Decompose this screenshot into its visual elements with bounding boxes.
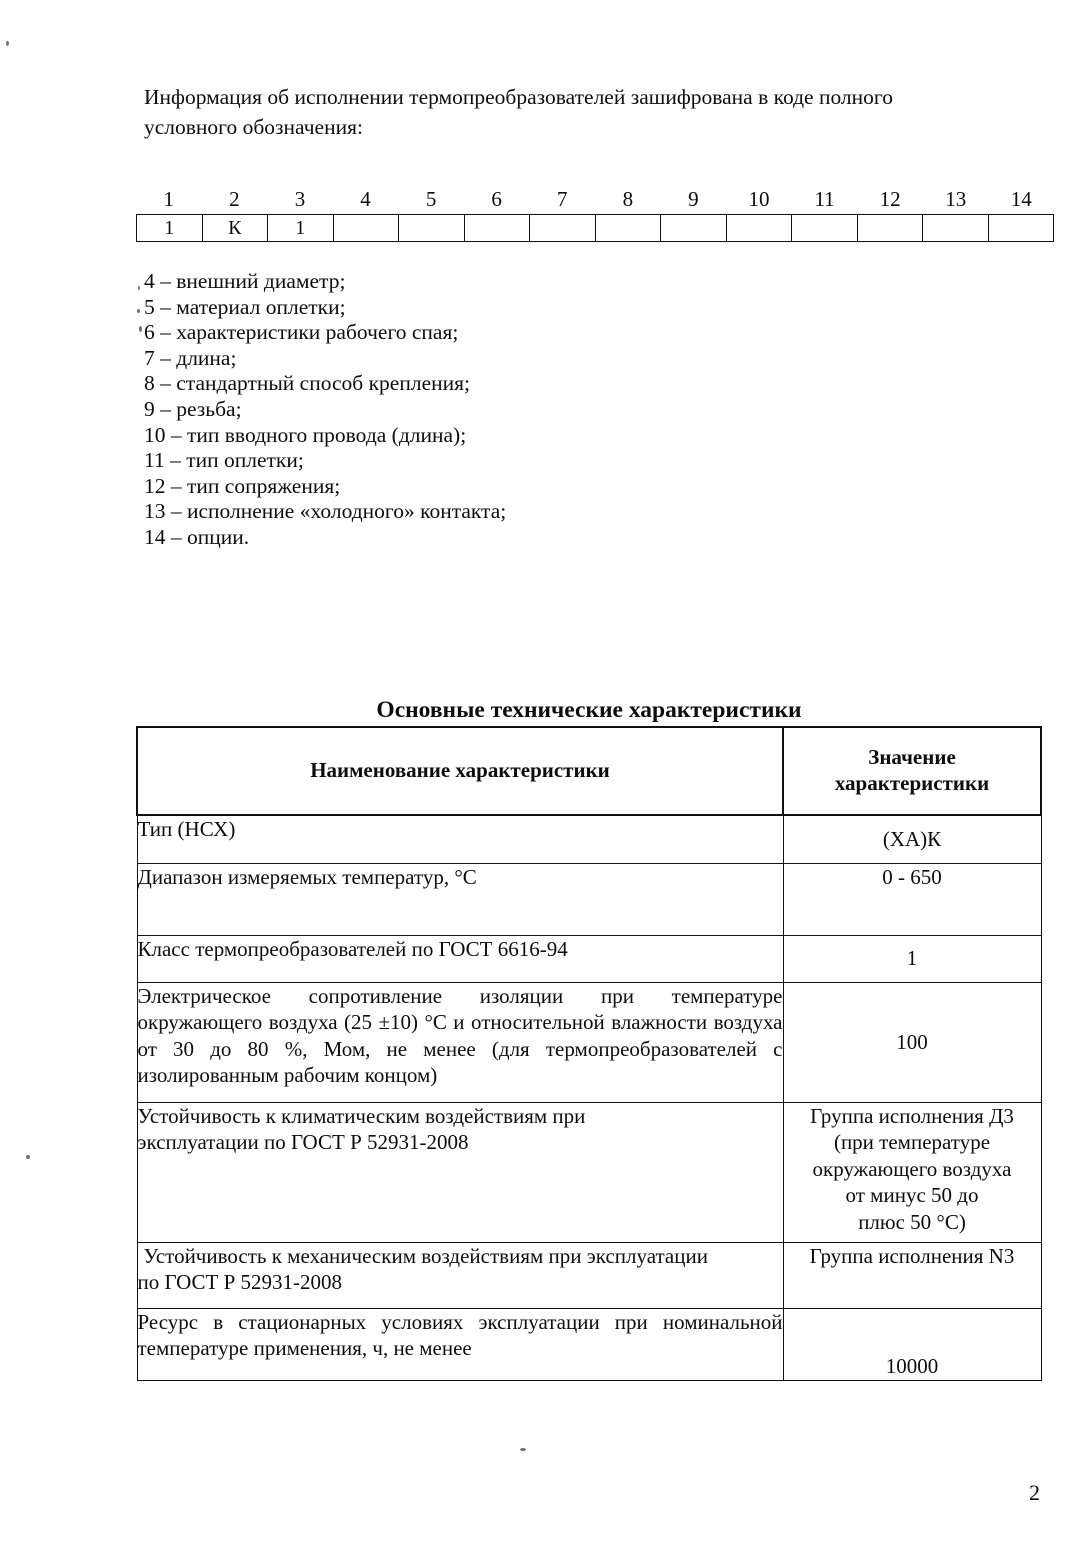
- legend-item: 6 – характеристики рабочего спая;: [144, 320, 459, 345]
- code-cell: 1: [268, 215, 334, 241]
- code-position-number: 11: [814, 187, 835, 211]
- code-position-number: 14: [1010, 187, 1032, 211]
- code-position-number: 5: [425, 187, 437, 211]
- code-cell: [465, 215, 531, 241]
- scan-artifact: [6, 41, 9, 46]
- legend-item: 8 – стандартный способ крепления;: [144, 371, 471, 396]
- legend-item: 13 – исполнение «холодного» контакта;: [144, 499, 507, 524]
- legend-item: 10 – тип вводного провода (длина);: [144, 422, 467, 447]
- code-cell: [727, 215, 793, 241]
- value-line-5: плюс 50 °C): [858, 1209, 966, 1234]
- spec-table-head: [137, 727, 1041, 815]
- name-line-2: эксплуатации по ГОСТ Р 52931-2008: [137, 1130, 469, 1154]
- code-cells-row: [136, 214, 1054, 242]
- code-cell: [530, 215, 596, 241]
- header-characteristic-name: Наименование характеристики: [137, 727, 783, 815]
- cell-characteristic-name: [137, 1242, 783, 1308]
- code-position-number: 6: [491, 187, 502, 211]
- code-cell: [399, 215, 465, 241]
- code-cell: 1: [137, 215, 203, 241]
- header-characteristic-value: [783, 727, 1041, 815]
- cell-characteristic-name: Тип (НСХ): [137, 815, 783, 863]
- intro-line-1: Информация об исполнении термопреобразователей зашифрована в коде полного: [144, 85, 893, 109]
- scan-artifact: [520, 1448, 526, 1451]
- cell-characteristic-value: (ХА)К: [783, 815, 1041, 863]
- cell-characteristic-name: Ресурс в стационарных условиях эксплуатации при номинальной температуре применения, ч, не менее: [137, 1308, 783, 1380]
- legend-item: 9 – резьба;: [144, 396, 242, 421]
- value-line-4: от минус 50 до: [845, 1183, 979, 1207]
- cell-characteristic-name: Диапазон измеряемых температур, °C: [137, 863, 783, 935]
- spec-table-body: [137, 815, 1041, 1380]
- cell-characteristic-value: 0 - 650: [783, 863, 1041, 935]
- value-line-1: Группа исполнения Д3: [810, 1103, 1014, 1128]
- cell-characteristic-value: Группа исполнения N3: [783, 1242, 1041, 1308]
- code-position-number: 9: [688, 187, 699, 211]
- scan-artifact: [139, 326, 142, 332]
- table-row: [137, 1308, 1041, 1380]
- table-header-row: [137, 727, 1041, 815]
- legend-item: 7 – длина;: [144, 345, 237, 370]
- header-value-line-2: характеристики: [834, 771, 990, 795]
- code-cell: [661, 215, 727, 241]
- cell-characteristic-value: 100: [783, 982, 1041, 1102]
- code-position-number: 1: [163, 187, 175, 211]
- intro-paragraph: [144, 82, 1054, 142]
- code-position-number: 3: [294, 187, 306, 211]
- name-line-2: по ГОСТ Р 52931-2008: [137, 1270, 343, 1294]
- table-row: [137, 815, 1041, 863]
- intro-line-2: условного обозначения:: [144, 115, 363, 139]
- code-cell: [923, 215, 989, 241]
- cell-characteristic-name: [137, 1102, 783, 1242]
- table-row: [137, 1242, 1041, 1308]
- scan-artifact: [138, 286, 140, 290]
- cell-characteristic-value: [783, 1102, 1041, 1242]
- spec-table-title: Основные технические характеристики: [376, 697, 802, 723]
- value-line-2: (при температуре: [833, 1130, 991, 1154]
- cell-characteristic-value: 1: [783, 935, 1041, 982]
- code-position-number: 8: [622, 187, 634, 211]
- code-cell: [792, 215, 858, 241]
- cell-characteristic-name: Класс термопреобразователей по ГОСТ 6616-94: [137, 935, 783, 982]
- code-designation-grid: [136, 186, 1054, 242]
- value-line-3: окружающего воздуха: [812, 1156, 1012, 1181]
- legend-item: 5 – материал оплетки;: [144, 294, 346, 319]
- cell-characteristic-name: Электрическое сопротивление изоляции при температуре окружающего воздуха (25 ±10) °C и относительной влажности воздуха от 30 до 80 %, Мом, не менее (для термопреобразователей с изолированным рабочим концом): [137, 982, 783, 1102]
- header-value-line-1: Значение: [868, 745, 956, 769]
- code-cell: К: [203, 215, 269, 241]
- name-line-1: Устойчивость к климатическим воздействиям при: [137, 1103, 586, 1128]
- code-position-number: 12: [879, 187, 901, 211]
- code-position-number: 10: [748, 187, 770, 211]
- code-cell: [334, 215, 400, 241]
- scan-artifact: [137, 309, 140, 313]
- page-number: 2: [1029, 1480, 1040, 1505]
- code-cell: [596, 215, 662, 241]
- code-position-number: 4: [360, 187, 371, 211]
- code-position-number: 13: [945, 187, 967, 211]
- table-row: [137, 1102, 1041, 1242]
- name-line-1: Устойчивость к механическим воздействиям при эксплуатации: [143, 1243, 708, 1268]
- code-legend-list: [144, 269, 506, 551]
- table-row: [137, 863, 1041, 935]
- table-row: [137, 935, 1041, 982]
- code-cell: [858, 215, 924, 241]
- code-position-number: 7: [557, 187, 568, 211]
- legend-item: 12 – тип сопряжения;: [144, 473, 341, 498]
- code-position-numbers: [136, 186, 1054, 212]
- scan-artifact: [26, 1155, 30, 1159]
- spec-table: [136, 726, 1042, 1381]
- legend-item: 11 – тип оплетки;: [144, 448, 304, 473]
- cell-characteristic-value: 10000: [783, 1308, 1041, 1380]
- legend-item: 4 – внешний диаметр;: [144, 269, 346, 293]
- code-cell: [989, 215, 1054, 241]
- legend-item: 14 – опции.: [144, 524, 250, 549]
- table-row: [137, 982, 1041, 1102]
- code-position-number: 2: [229, 187, 240, 211]
